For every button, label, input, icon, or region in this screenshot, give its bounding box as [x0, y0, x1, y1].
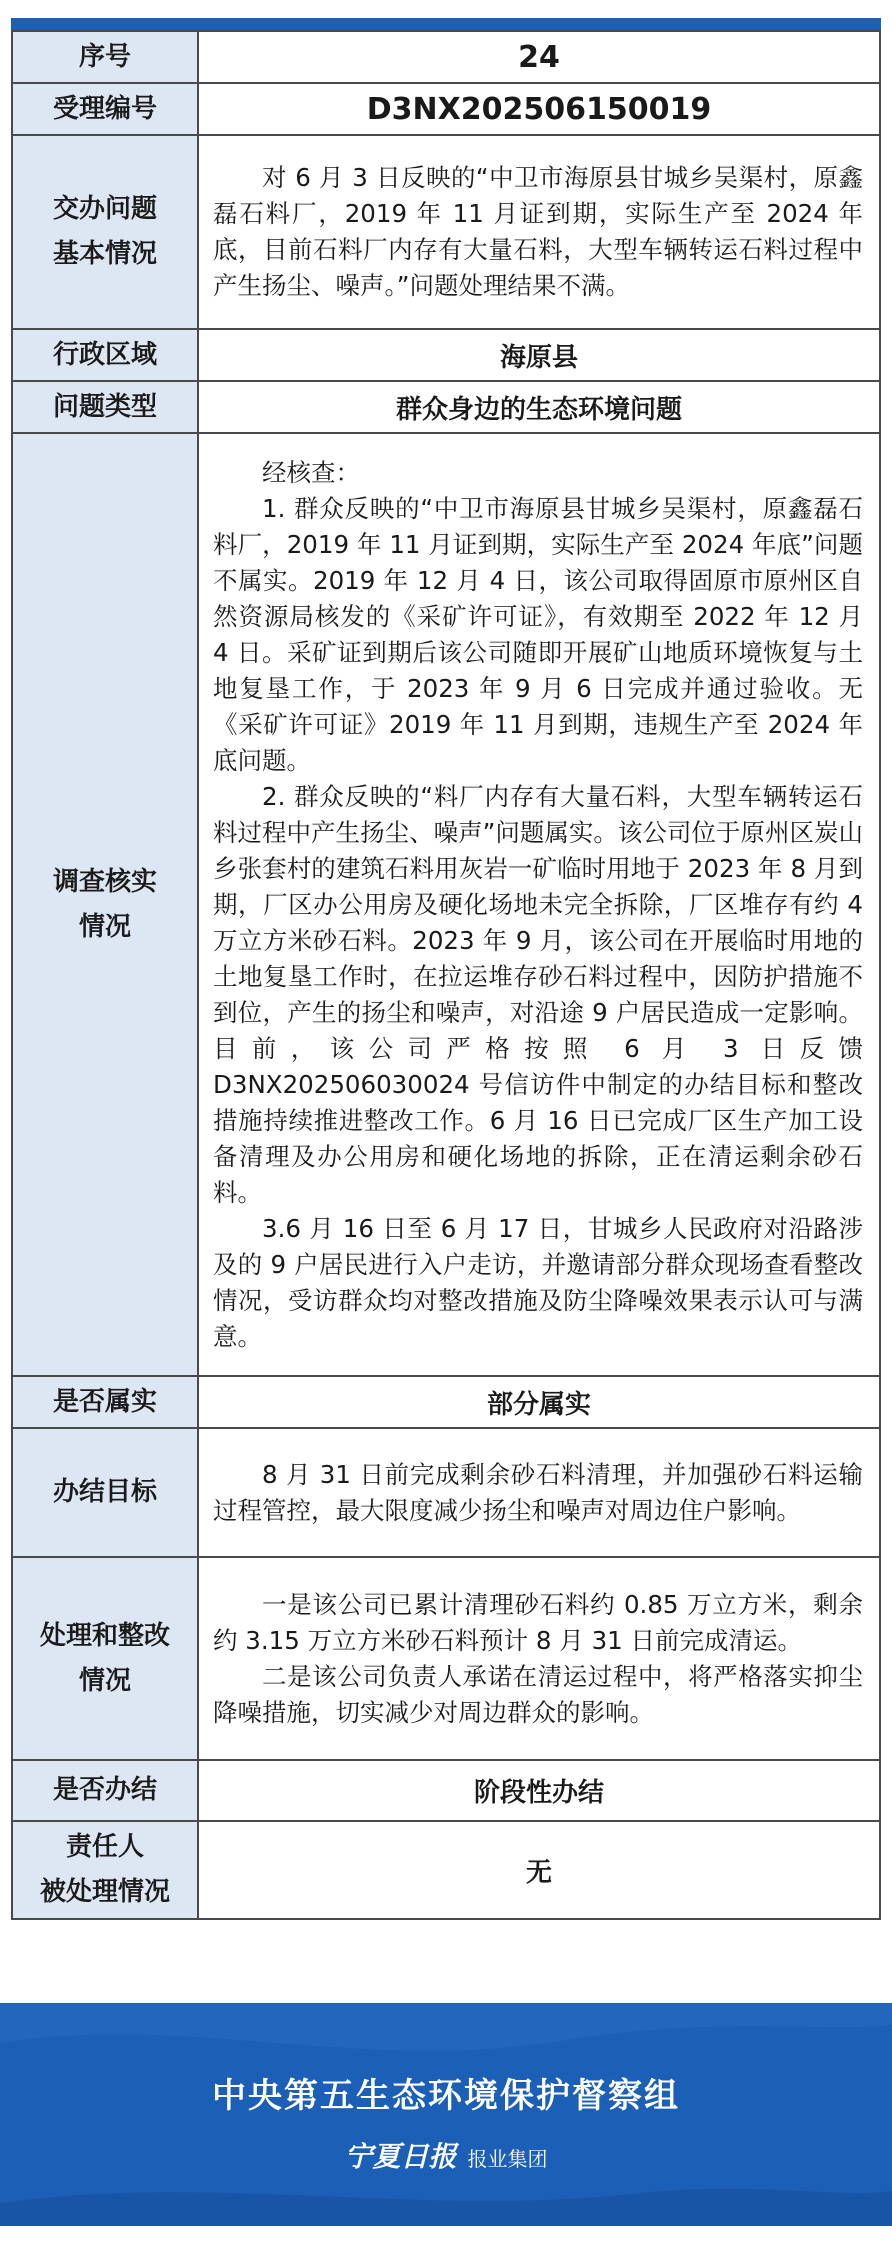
- rectify-paragraph-2: 二是该公司负责人承诺在清运过程中，将严格落实抑尘降噪措施，切实减少对周边群众的影响。: [213, 1661, 863, 1727]
- logo-group-text: 报业集团: [467, 2147, 548, 2171]
- case-info-table: [11, 30, 881, 1920]
- value-type: 群众身边的生态环境问题: [198, 381, 880, 433]
- label-rectify: [12, 1557, 198, 1760]
- logo-script-text: 宁夏日报: [344, 2140, 457, 2173]
- goal-paragraph: 8 月 31 日前完成剩余砂石料清理，并加强砂石料运输过程管控，最大限度减少扬尘和噪声对周边住户影响。: [213, 1459, 863, 1525]
- label-closed: 是否办结: [12, 1760, 198, 1821]
- value-seq: 24: [198, 31, 880, 83]
- row-accountability: [12, 1821, 880, 1919]
- label-issue: [12, 135, 198, 329]
- row-verified: [12, 1376, 880, 1428]
- label-accountability-line2: 被处理情况: [39, 1877, 170, 1907]
- footer-title: 中央第五生态环境保护督察组: [212, 2076, 680, 2116]
- label-id: 受理编号: [12, 83, 198, 135]
- label-issue-line2: 基本情况: [52, 239, 157, 269]
- label-issue-line1: 交办问题: [52, 194, 157, 224]
- label-goal: 办结目标: [12, 1428, 198, 1557]
- row-goal: [12, 1428, 880, 1557]
- label-seq: 序号: [12, 31, 198, 83]
- bottom-margin: [0, 2226, 892, 2258]
- label-type: 问题类型: [12, 381, 198, 433]
- value-issue: [198, 135, 880, 329]
- value-id: D3NX202506150019: [198, 83, 880, 135]
- label-rectify-line1: 处理和整改: [39, 1620, 170, 1651]
- footer-banner: [0, 2003, 892, 2226]
- issue-paragraph: 对 6 月 3 日反映的“中卫市海原县甘城乡吴渠村，原鑫磊石料厂，2019 年 11 月证到期，实际生产至 2024 年底，目前石料厂内存有大量石料，大型车辆转运石料过程中产生扬尘、噪声。”问题处理结果不满。: [213, 163, 863, 300]
- investigation-paragraph-1: 1. 群众反映的“中卫市海原县甘城乡吴渠村，原鑫磊石料厂，2019 年 11 月证到期，实际生产至 2024 年底”问题不属实。2019 年 12 月 4 日，该公司取得固原市原州区自然资源局核发的《采矿许可证》，有效期至 2022 年 12 月 4 日。采矿证到期后该公司随即开展矿山地质环境恢复与土地复垦工作，于 2023 年 9 月 6 日完成并通过验收。无《采矿许可证》2019 年 11 月到期，违规生产至 2024 年底问题。: [213, 493, 863, 775]
- investigation-paragraph-3: 3.6 月 16 日至 6 月 17 日，甘城乡人民政府对沿路涉及的 9 户居民进行入户走访，并邀请部分群众现场查看整改情况，受访群众均对整改措施及防尘降噪效果表示认可与满意。: [213, 1213, 863, 1351]
- value-accountability: 无: [198, 1821, 880, 1919]
- investigation-paragraph-intro: 经核查：: [262, 457, 360, 487]
- newspaper-logo: [0, 2135, 892, 2175]
- row-closed: [12, 1760, 880, 1821]
- rectify-paragraph-1: 一是该公司已累计清理砂石料约 0.85 万立方米，剩余约 3.15 万立方米砂石料预计 8 月 31 日前完成清运。: [213, 1589, 863, 1655]
- label-rectify-line2: 情况: [78, 1665, 131, 1696]
- top-accent-bar: [11, 18, 881, 30]
- row-investigation: [12, 433, 880, 1376]
- value-goal: [198, 1428, 880, 1557]
- row-region: [12, 329, 880, 381]
- label-investigation-line1: 调查核实: [52, 866, 157, 897]
- investigation-paragraph-2: 2. 群众反映的“料厂内存有大量石料，大型车辆转运石料过程中产生扬尘、噪声”问题属实。该公司位于原州区炭山乡张套村的建筑石料用灰岩一矿临时用地于 2023 年 8 月到期，厂区办公用房及硬化场地未完全拆除，厂区堆存有约 4 万立方米砂石料。2023 年 9 月，该公司在开展临时用地的土地复垦工作时，在拉运堆存砂石料过程中，因防护措施不到位，产生的扬尘和噪声，对沿途 9 户居民造成一定影响。目前，该公司严格按照 6 月 3 日反馈 D3NX202506030024 号信访件中制定的办结目标和整改措施持续推进整改工作。6 月 16 日已完成厂区生产加工设备清理及办公用房和硬化场地的拆除，正在清运剩余砂石料。: [213, 781, 863, 1207]
- row-seq: [12, 31, 880, 83]
- row-id: [12, 83, 880, 135]
- value-rectify: [198, 1557, 880, 1760]
- row-issue: [12, 135, 880, 329]
- row-rectify: [12, 1557, 880, 1760]
- value-investigation: [198, 433, 880, 1376]
- label-accountability-line1: 责任人: [65, 1832, 144, 1862]
- label-verified: 是否属实: [12, 1376, 198, 1428]
- label-region: 行政区域: [12, 329, 198, 381]
- value-closed: 阶段性办结: [198, 1760, 880, 1821]
- label-accountability: [12, 1821, 198, 1919]
- value-region: 海原县: [198, 329, 880, 381]
- label-investigation-line2: 情况: [78, 911, 131, 942]
- label-investigation: [12, 433, 198, 1376]
- row-type: [12, 381, 880, 433]
- value-verified: 部分属实: [198, 1376, 880, 1428]
